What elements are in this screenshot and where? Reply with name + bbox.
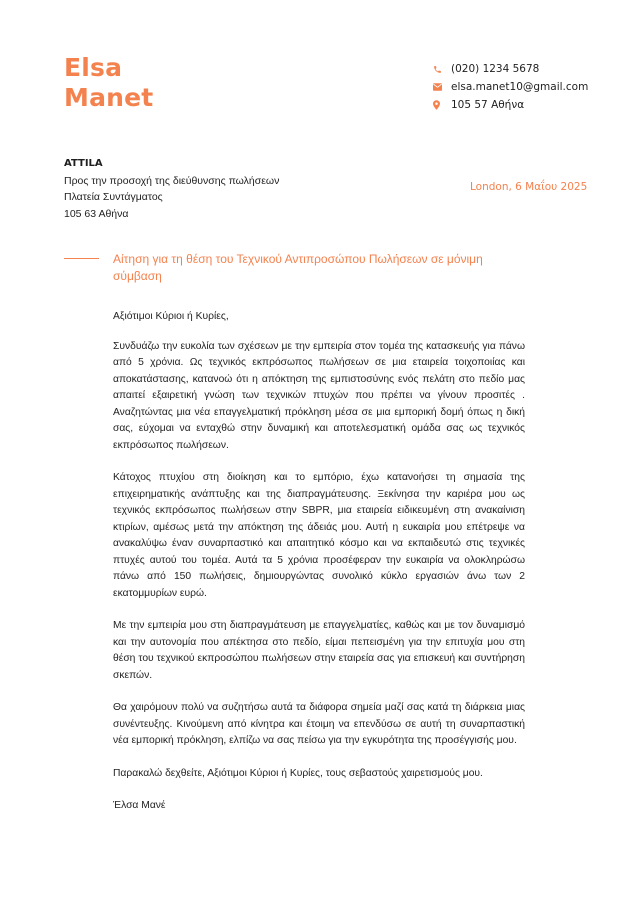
phone-text: (020) 1234 5678 <box>451 63 540 75</box>
recipient-block <box>64 156 279 222</box>
letter-date: London, 6 Μαΐου 2025 <box>470 181 588 193</box>
envelope-icon <box>433 83 451 91</box>
candidate-name <box>64 53 153 113</box>
first-name: Elsa <box>64 53 123 82</box>
letter-subject: Αίτηση για τη θέση του Τεχνικού Αντιπροσώπου Πωλήσεων σε μόνιμη σύμβαση <box>113 252 483 283</box>
recipient-line-3: 105 63 Αθήνα <box>64 207 129 220</box>
letter-body <box>113 309 525 831</box>
paragraph-2: Κάτοχος πτυχίου στη διοίκηση και το εμπόριο, έχω κατανοήσει τη σημασία της επιχειρηματικής ανάπτυξης και της διαπραγμάτευσης. Ξεκίνησα την καριέρα μου ως τεχνικός εκπρόσωπος πωλήσεων στην SBPR, μια εταιρεία ειδικευμένη στη ανακαίνιση κτιρίων, αμέσως μετά την απόκτηση της άδειάς μου. Αυτή η ευκαιρία μου επέτρεψε να ανακαλύψω έναν συναρπαστικό και απαιτητικό κόσμο και να εκπαιδευτώ στις τεχνικές πτυχές αυτού του τομέα. Αυτά τα 5 χρόνια προσέφεραν την ευκαιρία να ολοκληρώσω πάνω από 150 πωλήσεις, δημιουργώντας συνολικό κύκλο εργασιών άνω των 2 εκατομμυρίων ευρώ. <box>113 472 525 599</box>
recipient-line-2: Πλατεία Συντάγματος <box>64 191 163 203</box>
phone-icon <box>433 65 451 74</box>
paragraph-1: Συνδυάζω την ευκολία των σχέσεων με την εμπειρία στον τομέα της κατασκευής για πάνω από 5 χρόνια. Ως τεχνικός εκπρόσωπος πωλήσεων σε μια εταιρεία τοιχοποιίας και αποκατάστασης, κατανοώ ότι η απόκτηση της εμπιστοσύνης ενός πελάτη στο πεδίο μας απαιτεί εξαιρετική γνώση των τεχνικών πτυχών που πρέπει να γίνουν προσιτές . Αναζητώντας μια νέα επαγγελματική πρόκληση μέσα σε μια εμπορική δομή όπως η δική σας, εύχομαι να ενταχθώ στην δυναμική και αποτελεσματική ομάδα σας ως τεχνικός εκπρόσωπος πωλήσεων. <box>113 340 525 451</box>
contact-phone <box>433 60 633 78</box>
last-name: Manet <box>64 83 154 112</box>
contact-block <box>433 60 633 114</box>
salutation: Αξιότιμοι Κύριοι ή Κυρίες, <box>113 311 229 322</box>
subject-divider <box>64 258 99 259</box>
signature: Έλσα Μανέ <box>113 800 166 811</box>
contact-address <box>433 96 633 114</box>
paragraph-5: Παρακαλώ δεχθείτε, Αξιότιμοι Κύριοι ή Κυρίες, τους σεβαστούς χαιρετισμούς μου. <box>113 767 483 779</box>
contact-email[interactable] <box>433 78 633 96</box>
paragraph-3: Με την εμπειρία μου στη διαπραγμάτευση με επαγγελματίες, καθώς και με τον δυναμισμό και την αυτονομία που απέκτησα στο πεδίο, είμαι πεπεισμένη για την επιτυχία μου στη θέση του τεχνικού εκπροσώπου πωλήσεων στην εταιρεία σας για επισκευή και συντήρηση σκεπών. <box>113 620 525 681</box>
email-text: elsa.manet10@gmail.com <box>451 81 589 93</box>
recipient-line-1: Προς την προσοχή της διεύθυνσης πωλήσεων <box>64 174 280 187</box>
recipient-name: ATTILA <box>64 158 103 169</box>
paragraph-4: Θα χαιρόμουν πολύ να συζητήσω αυτά τα διάφορα σημεία μαζί σας κατά τη διάρκεια μιας συνέντευξης. Κινούμενη από κίνητρα και έτοιμη να επενδύσω σε αυτή τη συναρπαστική νέα εμπορική πρόκληση, ελπίζω να σας πείσω για την εγκυρότητα της προσέγγισής μου. <box>113 702 525 746</box>
location-pin-icon <box>433 100 451 110</box>
address-text: 105 57 Αθήνα <box>451 99 525 111</box>
